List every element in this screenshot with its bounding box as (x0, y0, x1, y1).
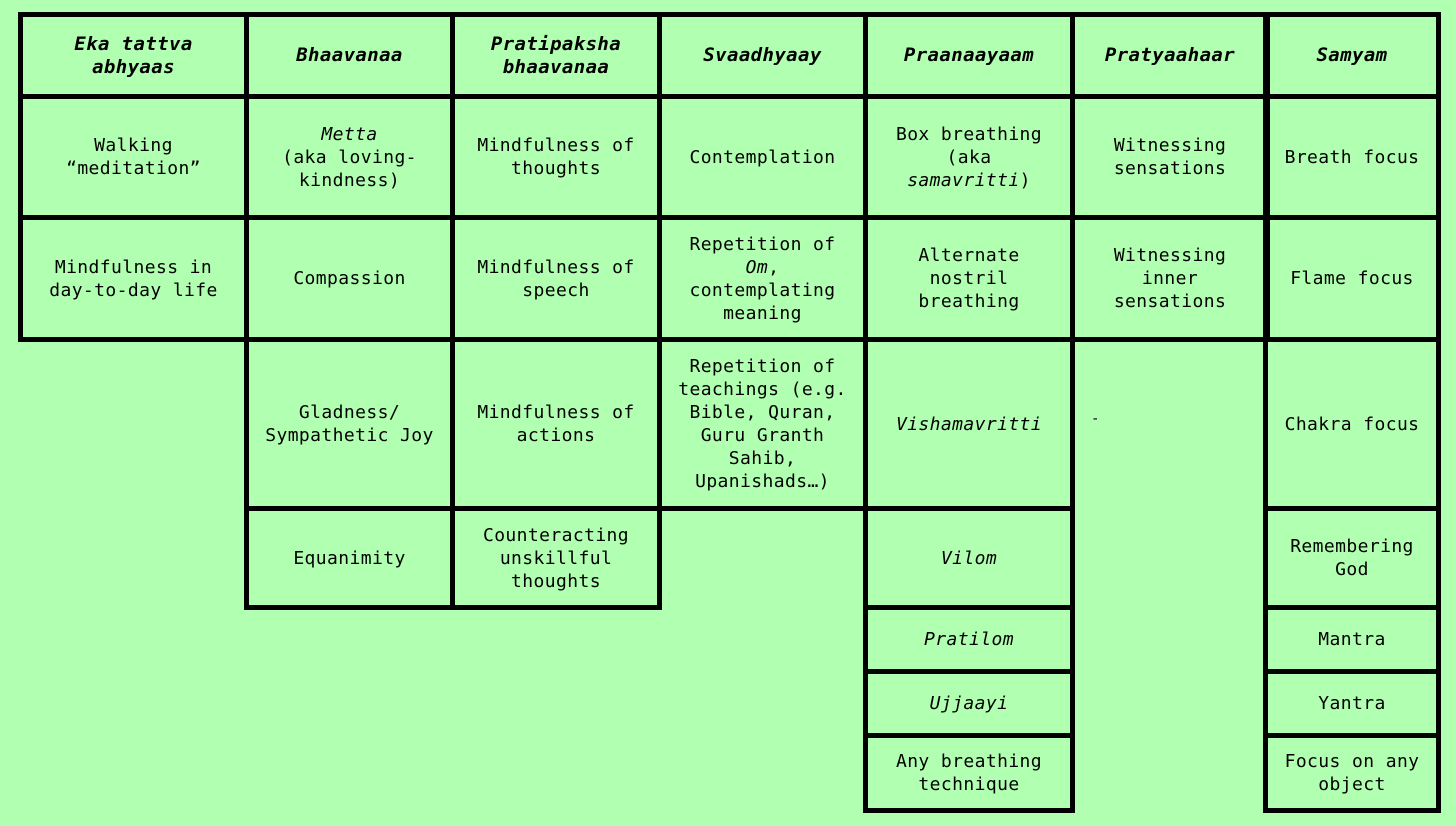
praanaayaam-cell-vishamavritti (863, 337, 1075, 511)
cell-text (279, 123, 420, 192)
cell-text: Alternate nostril breathing (918, 245, 1020, 312)
text-part: , contemplating meaning (689, 256, 836, 324)
cell-text: Contemplation (689, 146, 836, 168)
text-part: Box breathing (aka (895, 123, 1043, 168)
header-eka-tattva-abhyaas (18, 12, 249, 99)
cell-text: Breath focus (1284, 146, 1420, 168)
pratipaksha-cell-2 (450, 215, 662, 342)
samyam-cell-breath (1263, 94, 1441, 220)
header-label: Eka tattva abhyaas (74, 32, 193, 78)
eka-cell-1 (18, 94, 249, 220)
praanaayaam-cell-any (863, 733, 1075, 813)
cell-text: Chakra focus (1284, 413, 1420, 435)
pratipaksha-cell-4 (450, 506, 662, 610)
cell-text: Focus on any object (1284, 751, 1420, 795)
samyam-cell-remembering-god (1263, 506, 1441, 610)
eka-cell-2 (18, 215, 249, 342)
cell-text: Mindfulness of actions (477, 402, 635, 446)
cell-text: Compassion (293, 268, 406, 289)
header-label: Pratyaahaar (1104, 44, 1236, 66)
cell-text (890, 123, 1048, 192)
pratyaahaar-cell-1 (1070, 94, 1270, 220)
cell-text: Witnessing inner sensations (1113, 245, 1227, 312)
praanaayaam-cell-box-breathing (863, 94, 1075, 220)
text-part: Repetition of (689, 233, 836, 255)
cell-text: Mindfulness of speech (477, 256, 635, 301)
samyam-cell-mantra (1263, 605, 1441, 674)
cell-text: Flame focus (1290, 268, 1414, 289)
header-pratyaahaar (1070, 12, 1270, 99)
cell-text: Mindfulness of thoughts (477, 135, 635, 179)
header-pratipaksha-bhaavanaa (450, 12, 662, 99)
header-label: Svaadhyaay (703, 44, 822, 66)
pratipaksha-cell-1 (450, 94, 662, 220)
cell-text: Mindfulness in day-to-day life (49, 256, 218, 301)
pratyaahaar-cell-2 (1070, 215, 1270, 342)
cell-text: Vilom (940, 547, 998, 569)
bhaavanaa-cell-compassion (244, 215, 455, 342)
cell-text: Counteracting unskillful thoughts (482, 524, 630, 592)
samyam-cell-flame (1263, 215, 1441, 342)
cell-text: Repetition of teachings (e.g. Bible, Quran, Guru Granth Sahib, Upanishads…) (678, 356, 847, 492)
header-label: Samyam (1316, 44, 1388, 66)
text-part: ) (1019, 169, 1031, 191)
cell-text: Yantra (1318, 693, 1386, 714)
samyam-cell-any-object (1263, 733, 1441, 813)
samyam-cell-yantra (1263, 669, 1441, 738)
praanaayaam-cell-alternate (863, 215, 1075, 342)
header-praanaayaam (863, 12, 1075, 99)
cell-text: Any breathing technique (895, 751, 1043, 795)
cell-text (682, 233, 843, 325)
metta-rest: (aka loving-kindness) (282, 146, 417, 191)
cell-text: Remembering God (1290, 536, 1414, 580)
svaadhyaay-cell-1 (657, 94, 868, 220)
pratipaksha-cell-3 (450, 337, 662, 511)
stray-dash: - (1091, 411, 1100, 427)
praanaayaam-cell-pratilom (863, 605, 1075, 674)
svaadhyaay-cell-2 (657, 215, 868, 342)
praanaayaam-cell-vilom (863, 506, 1075, 610)
samavritti-word: samavritti (907, 169, 1020, 191)
header-label: Praanaayaam (903, 44, 1035, 66)
bhaavanaa-cell-gladness (244, 337, 455, 511)
header-bhaavanaa (244, 12, 455, 99)
cell-text: Mantra (1318, 629, 1386, 650)
samyam-cell-chakra (1263, 337, 1441, 511)
header-label: Bhaavanaa (296, 44, 403, 66)
cell-text: Witnessing sensations (1113, 135, 1227, 179)
header-svaadhyaay (657, 12, 868, 99)
cell-text: Equanimity (293, 547, 406, 569)
svaadhyaay-cell-3 (657, 337, 868, 511)
cell-text: Walking “meditation” (66, 135, 201, 179)
cell-text: Pratilom (924, 629, 1014, 650)
header-samyam (1263, 12, 1441, 99)
metta-word: Metta (321, 123, 378, 145)
header-label: Pratipaksha bhaavanaa (490, 32, 622, 78)
bhaavanaa-cell-equanimity (244, 506, 455, 610)
praanaayaam-cell-ujjaayi (863, 669, 1075, 738)
bhaavanaa-cell-metta (244, 94, 455, 220)
cell-text: Vishamavritti (895, 413, 1043, 435)
cell-text: Gladness/ Sympathetic Joy (265, 402, 434, 446)
cell-text: Ujjaayi (929, 693, 1009, 714)
om-word: Om (745, 256, 769, 278)
